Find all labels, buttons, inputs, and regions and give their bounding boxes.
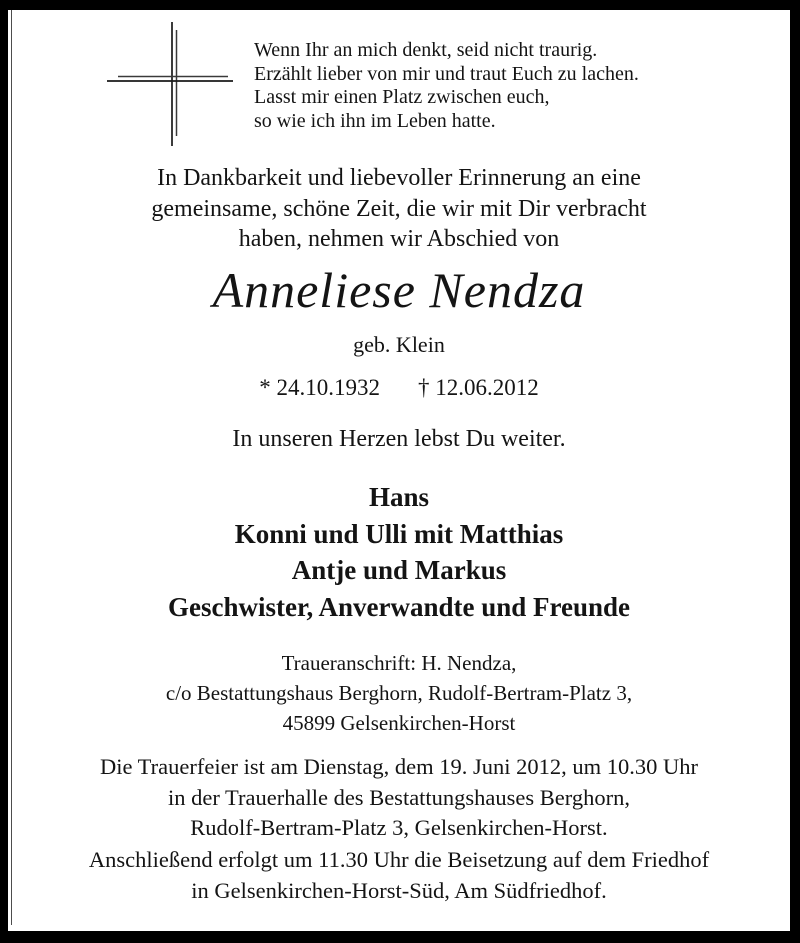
service-line: Die Trauerfeier ist am Dienstag, dem 19. Juni 2012, um 10.30 Uhr: [99, 754, 699, 779]
death-date: † 12.06.2012: [418, 375, 539, 400]
burial-line: Anschließend erfolgt um 11.30 Uhr die Beisetzung auf dem Friedhof: [88, 847, 710, 872]
life-dates: [8, 374, 790, 402]
service-line: in der Trauerhalle des Bestattungshauses Berghorn,: [167, 784, 630, 810]
poem-line: Erzählt lieber von mir und traut Euch zu lachen.: [254, 62, 639, 85]
poem-line: Wenn Ihr an mich denkt, seid nicht traurig.: [254, 39, 598, 61]
maiden-name: geb. Klein: [353, 332, 445, 357]
burial-line: in Gelsenkirchen-Horst-Süd, Am Südfriedhof.: [191, 877, 607, 903]
service-line: Rudolf-Bertram-Platz 3, Gelsenkirchen-Horst.: [190, 815, 608, 840]
memorial-cross-icon: [103, 21, 238, 153]
address-line: Traueranschrift: H. Nendza,: [281, 651, 517, 675]
address-line: 45899 Gelsenkirchen-Horst: [282, 711, 516, 735]
mourning-address: [8, 648, 790, 738]
address-line: c/o Bestattungshaus Berghorn, Rudolf-Bertram-Platz 3,: [165, 681, 633, 705]
funeral-service-info: [8, 752, 790, 844]
mourner-line: Konni und Ulli mit Matthias: [234, 518, 564, 549]
memorial-poem: [254, 39, 639, 133]
intro-line: haben, nehmen wir Abschied von: [238, 226, 560, 252]
obituary-notice: [8, 10, 790, 931]
mourner-line: Geschwister, Anverwandte und Freunde: [167, 591, 631, 622]
memorial-motto: In unseren Herzen lebst Du weiter.: [232, 426, 566, 452]
birth-date: * 24.10.1932: [259, 375, 380, 400]
poem-line: so wie ich ihn im Leben hatte.: [254, 109, 496, 132]
poem-line: Lasst mir einen Platz zwischen euch,: [254, 86, 550, 108]
mourners-list: [8, 479, 790, 625]
mourner-line: Antje und Markus: [291, 555, 507, 585]
intro-line: In Dankbarkeit und liebevoller Erinnerung an eine: [157, 165, 641, 191]
deceased-name: Anneliese Nendza: [212, 262, 586, 318]
burial-info: [8, 845, 790, 906]
intro-paragraph: [8, 163, 790, 255]
intro-line: gemeinsame, schöne Zeit, die wir mit Dir verbracht: [151, 195, 647, 222]
mourner-line: Hans: [368, 482, 430, 512]
